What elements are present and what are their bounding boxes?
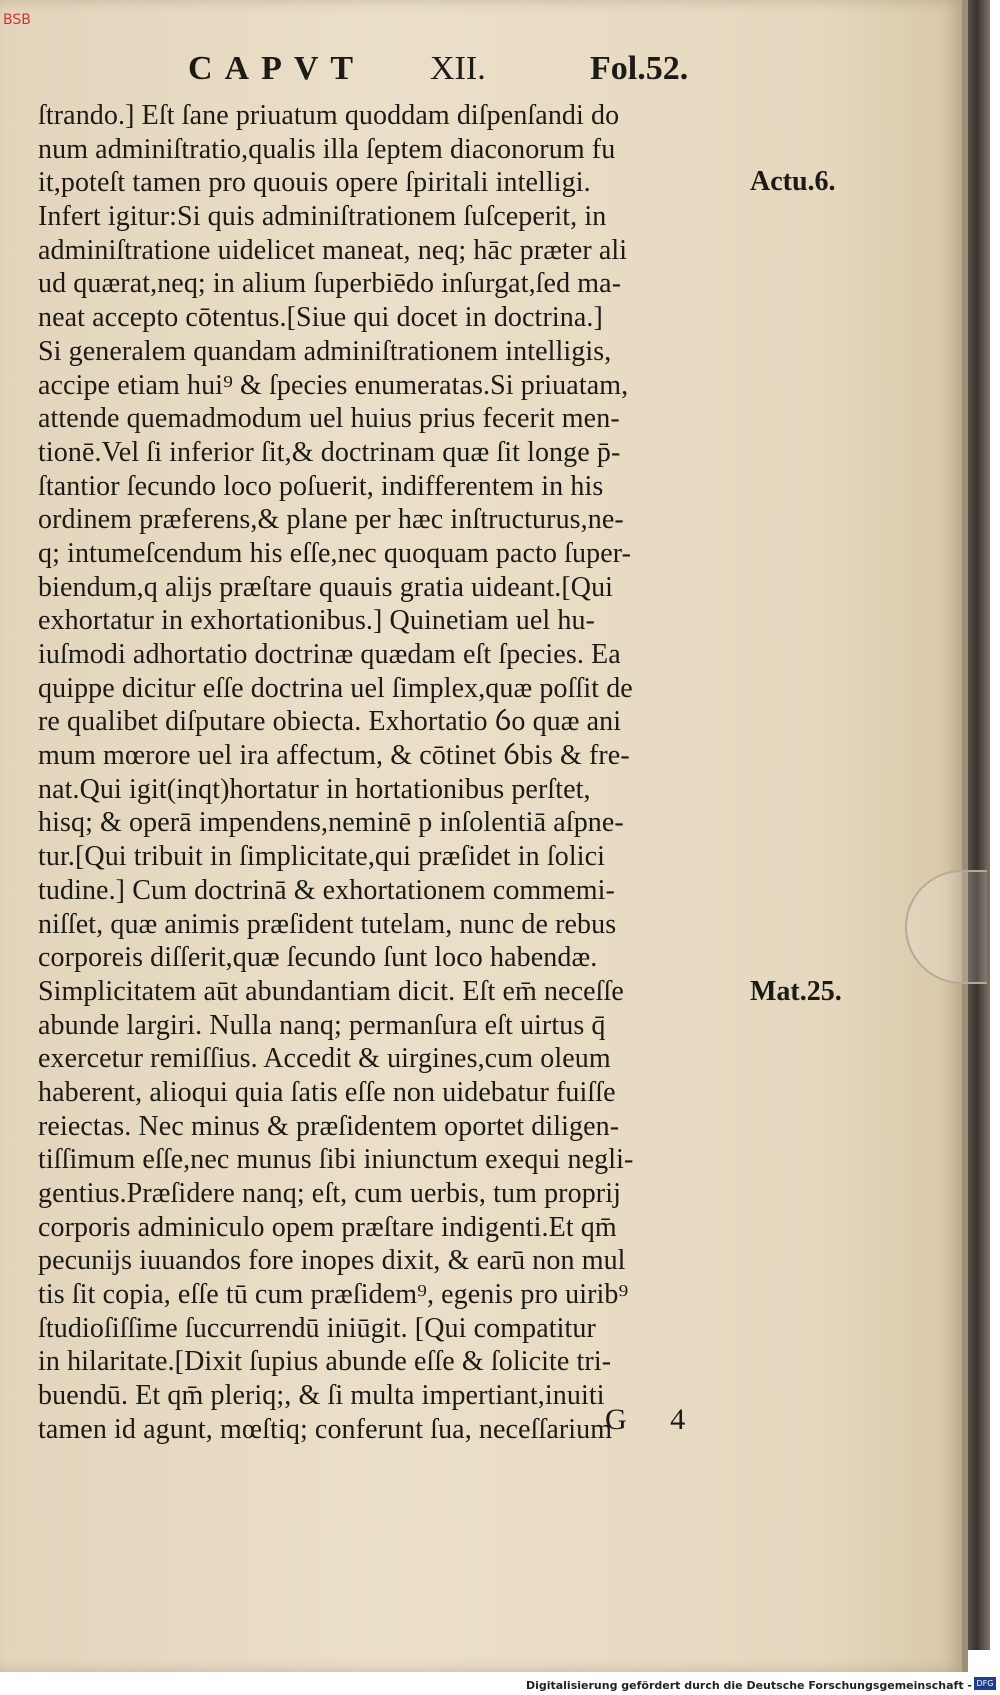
text-line: corporeis diſſerit,quæ ſecundo ſunt loco habendæ. bbox=[38, 942, 598, 974]
running-head bbox=[180, 50, 740, 100]
text-line: gentius.Præſidere nanq; eſt, cum uerbis, tum proprij bbox=[38, 1178, 621, 1209]
text-line: ordinem præferens,& plane per hæc inſtructurus,ne- bbox=[38, 504, 624, 536]
text-line: tis ſit copia, eſſe tū cum præſidem⁹, egenis pro uirib⁹ bbox=[38, 1279, 629, 1311]
text-line: accipe etiam hui⁹ & ſpecies enumeratas.Si priuatam, bbox=[38, 369, 629, 401]
text-line: ſtudioſiſſime ſuccurrendū iniūgit. [Qui compatitur bbox=[38, 1312, 596, 1344]
text-line: pecunijs iuuandos fore inopes dixit, & earū non mul bbox=[38, 1245, 626, 1277]
text-line: ſtantior ſecundo loco poſuerit, indifferentem in his bbox=[38, 470, 604, 502]
text-line: exercetur remiſſius. Accedit & uirgines,cum oleum bbox=[38, 1043, 611, 1075]
text-line: niſſet, quæ animis præſident tutelam, nunc de rebus bbox=[38, 908, 617, 940]
text-line: quippe dicitur eſſe doctrina uel ſimplex,quæ poſſit de bbox=[38, 672, 633, 704]
running-head-chapter: XII. bbox=[430, 50, 486, 87]
text-line: in hilaritate.[Dixit ſupius abunde eſſe & ſolicite tri- bbox=[38, 1346, 612, 1378]
body-text bbox=[38, 99, 768, 1447]
signature-mark: G 4 bbox=[605, 1403, 704, 1436]
text-line: nat.Qui igit(inqt)hortatur in hortationibus perſtet, bbox=[38, 773, 591, 805]
text-line: abunde largiri. Nulla nanq; permanſura eſt uirtus q̄ bbox=[38, 1009, 606, 1041]
credit-line: Digitalisierung gefördert durch die Deutsche Forschungsgemeinschaft - bbox=[525, 1679, 972, 1692]
text-line: hisq; & operā impendens,neminē p inſolentiā aſpne- bbox=[38, 807, 624, 839]
text-line: Si generalem quandam adminiſtrationem intelligis, bbox=[38, 335, 612, 367]
text-line: tur.[Qui tribuit in ſimplicitate,qui præſidet in ſolici bbox=[38, 841, 605, 873]
text-line: tionē.Vel ſi inferior ſit,& doctrinam quæ ſit longe p̄- bbox=[38, 436, 621, 468]
text-line: tudine.] Cum doctrinā & exhortationem commemi- bbox=[38, 874, 615, 906]
text-line: q; intumeſcendum his eſſe,nec quoquam pacto ſuper- bbox=[38, 537, 632, 569]
text-line: re qualibet diſputare obiecta. Exhortatio ỽo quæ ani bbox=[38, 706, 622, 738]
text-line: reiectas. Nec minus & præſidentem oportet diligen- bbox=[38, 1110, 620, 1142]
text-line: buendū. Et qm̄ pleriq;, & ſi multa impertiant,inuiti bbox=[38, 1380, 605, 1412]
text-line: mum mœrore uel ira affectum, & cōtinet ỽbis & fre- bbox=[38, 740, 630, 772]
page-edge bbox=[968, 0, 990, 1650]
text-line: neat accepto cōtentus.[Siue qui docet in doctrina.] bbox=[38, 302, 603, 334]
text-line: tamen id agunt, mœſtiq; conferunt ſua, neceſſarium bbox=[38, 1413, 613, 1445]
text-line: iuſmodi adhortatio doctrinæ quædam eſt ſpecies. Ea bbox=[38, 639, 621, 670]
text-line: tiſſimum eſſe,nec munus ſibi iniunctum exequi negli- bbox=[38, 1144, 634, 1176]
text-line: haberent, alioqui quia ſatis eſſe non uidebatur fuiſſe bbox=[38, 1076, 616, 1108]
marginal-note: Mat.25. bbox=[750, 976, 842, 1007]
running-head-caput: CAPVT bbox=[188, 50, 366, 87]
text-line: biendum,q alijs præſtare quauis gratia uideant.[Qui bbox=[38, 571, 614, 603]
text-line: attende quemadmodum uel huius prius fecerit men- bbox=[38, 403, 620, 435]
dfg-logo: DFG bbox=[974, 1677, 996, 1690]
running-head-folio: Fol.52. bbox=[590, 50, 689, 87]
text-line: Simplicitatem aūt abundantiam dicit. Eſt em̄ neceſſe bbox=[38, 975, 624, 1007]
text-line: ud quærat,neq; in alium ſuperbiēdo inſurgat,ſed ma- bbox=[38, 268, 622, 300]
text-line: exhortatur in exhortationibus.] Quinetiam uel hu- bbox=[38, 605, 595, 637]
marginal-note: Actu.6. bbox=[750, 166, 836, 197]
text-line: it,poteſt tamen pro quouis opere ſpiritali intelligi. bbox=[38, 167, 591, 199]
text-line: corporis adminiculo opem præſtare indigenti.Et qm̄ bbox=[38, 1211, 617, 1243]
text-line: num adminiſtratio,qualis illa ſeptem diaconorum fu bbox=[38, 133, 616, 165]
text-line: ſtrando.] Eſt ſane priuatum quoddam diſpenſandi do bbox=[38, 100, 620, 131]
text-line: adminiſtratione uidelicet maneat, neq; hāc præter ali bbox=[38, 234, 628, 266]
library-mark: BSB bbox=[3, 12, 31, 28]
text-line: Infert igitur:Si quis adminiſtrationem ſuſceperit, in bbox=[38, 201, 607, 233]
